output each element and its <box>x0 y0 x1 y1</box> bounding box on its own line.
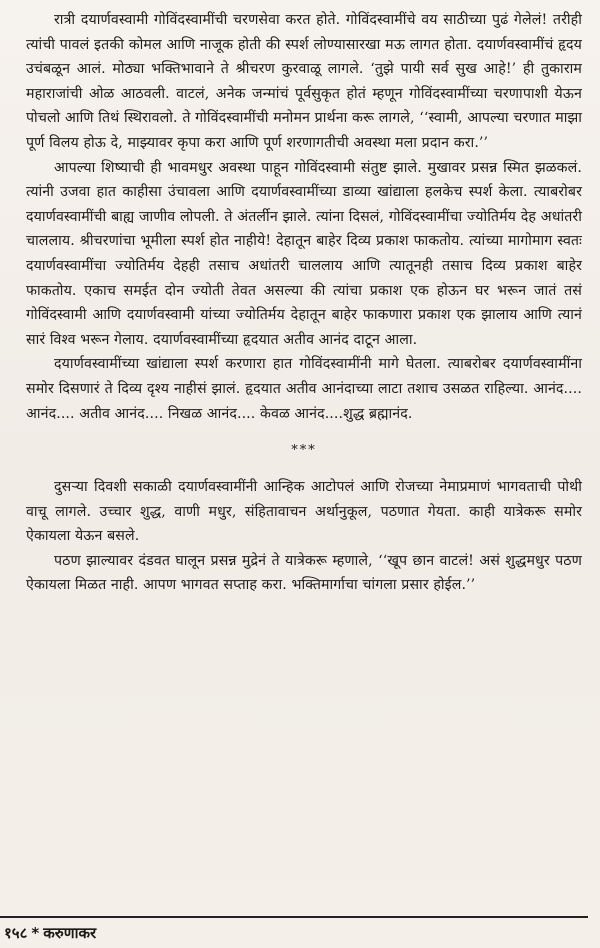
paragraph-1: रात्री दयार्णवस्वामी गोविंदस्वामींची चरणसेवा करत होते. गोविंदस्वामींचे वय साठीच्या पुढं गेलेलं! तरीही त्यांची पावलं इतकी कोमल आणि नाजूक होती की स्पर्श लोण्यासारखा मऊ लागत होता. दयार्णवस्वामींचं हृदय उचंबळून आलं. मोठ्या भक्तिभावाने ते श्रीचरण कुरवाळू लागले. ‘तुझे पायी सर्व सुख आहे!’ ही तुकाराम महाराजांची ओळ आठवली. वाटलं, अनेक जन्मांचं पूर्वसुकृत होतं म्हणून गोविंदस्वामींच्या चरणापाशी येऊन पोचलो आणि तिथं स्थिरावलो. ते गोविंदस्वामींची मनोमन प्रार्थना करू लागले, ‘‘स्वामी, आपल्या चरणात माझा पूर्ण विलय होऊ दे, माझ्यावर कृपा करा आणि पूर्ण शरणागतीची अवस्था मला प्रदान करा.’’ <box>26 12 582 151</box>
footer-rule <box>0 916 588 918</box>
footer-star: * <box>31 924 40 942</box>
paragraph-3: दयार्णवस्वामींच्या खांद्याला स्पर्श करणारा हात गोविंदस्वामींनी मागे घेतला. त्याबरोबर दयार्णवस्वामींना समोर दिसणारं ते दिव्य दृश्य नाहीसं झालं. हृदयात अतीव आनंदाच्या लाटा तशाच उसळत राहिल्या. आनंद.... आनंद.... अतीव आनंद.... निखळ आनंद.... केवळ आनंद....शुद्ध ब्रह्मानंद. <box>26 356 582 422</box>
book-title: करुणाकर <box>43 924 97 942</box>
paragraph-5: पठण झाल्यावर दंडवत घालून प्रसन्न मुद्रेनं ते यात्रेकरू म्हणाले, ‘‘खूप छान वाटलं! असं शुद्धमधुर पठण ऐकायला मिळत नाही. आपण भागवत सप्ताह करा. भक्तिमार्गाचा चांगला प्रसार होईल.’’ <box>26 552 582 594</box>
paragraph-2: आपल्या शिष्याची ही भावमधुर अवस्था पाहून गोविंदस्वामी संतुष्ट झाले. मुखावर प्रसन्न स्मित झळकलं. त्यांनी उजवा हात काहीसा उंचावला आणि दयार्णवस्वामींच्या डाव्या खांद्याला हलकेच स्पर्श केला. त्याबरोबर दयार्णवस्वामींची बाह्य जाणीव लोपली. ते अंतर्लीन झाले. त्यांना दिसलं, गोविंदस्वामींचा ज्योतिर्मय देह अधांतरी चाललाय. श्रीचरणांचा भूमीला स्पर्श होत नाहीये! देहातून बाहेर दिव्य प्रकाश फाकतोय. त्यांच्या मागोमाग स्वतः दयार्णवस्वामींचा ज्योतिर्मय देहही तसाच अधांतरी चाललाय आणि त्यातूनही तसाच दिव्य प्रकाश बाहेर फाकतोय. एकाच समईत दोन ज्योती तेवत असल्या की त्यांचा प्रकाश एक होऊन घर भरून जातं तसं गोविंदस्वामी आणि दयार्णवस्वामी यांच्या ज्योतिर्मय देहातून बाहेर फाकणारा प्रकाश एक झालाय आणि त्यानं सारं विश्व भरून गेलाय. दयार्णवस्वामींच्या हृदयात अतीव आनंद दाटून आला. <box>26 159 582 348</box>
page-number: १५८ <box>4 924 28 942</box>
paragraph-4: दुसऱ्या दिवशी सकाळी दयार्णवस्वामींनी आन्हिक आटोपलं आणि रोजच्या नेमाप्रमाणं भागवताची पोथी वाचू लागले. उच्चार शुद्ध, वाणी मधुर, संहितावाचन अर्थानुकूल, पठणात गेयता. काही यात्रेकरू समोर ऐकायला येऊन बसले. <box>26 479 582 545</box>
section-separator: *** <box>291 443 317 459</box>
page-footer <box>4 922 96 944</box>
page-body <box>26 8 582 598</box>
